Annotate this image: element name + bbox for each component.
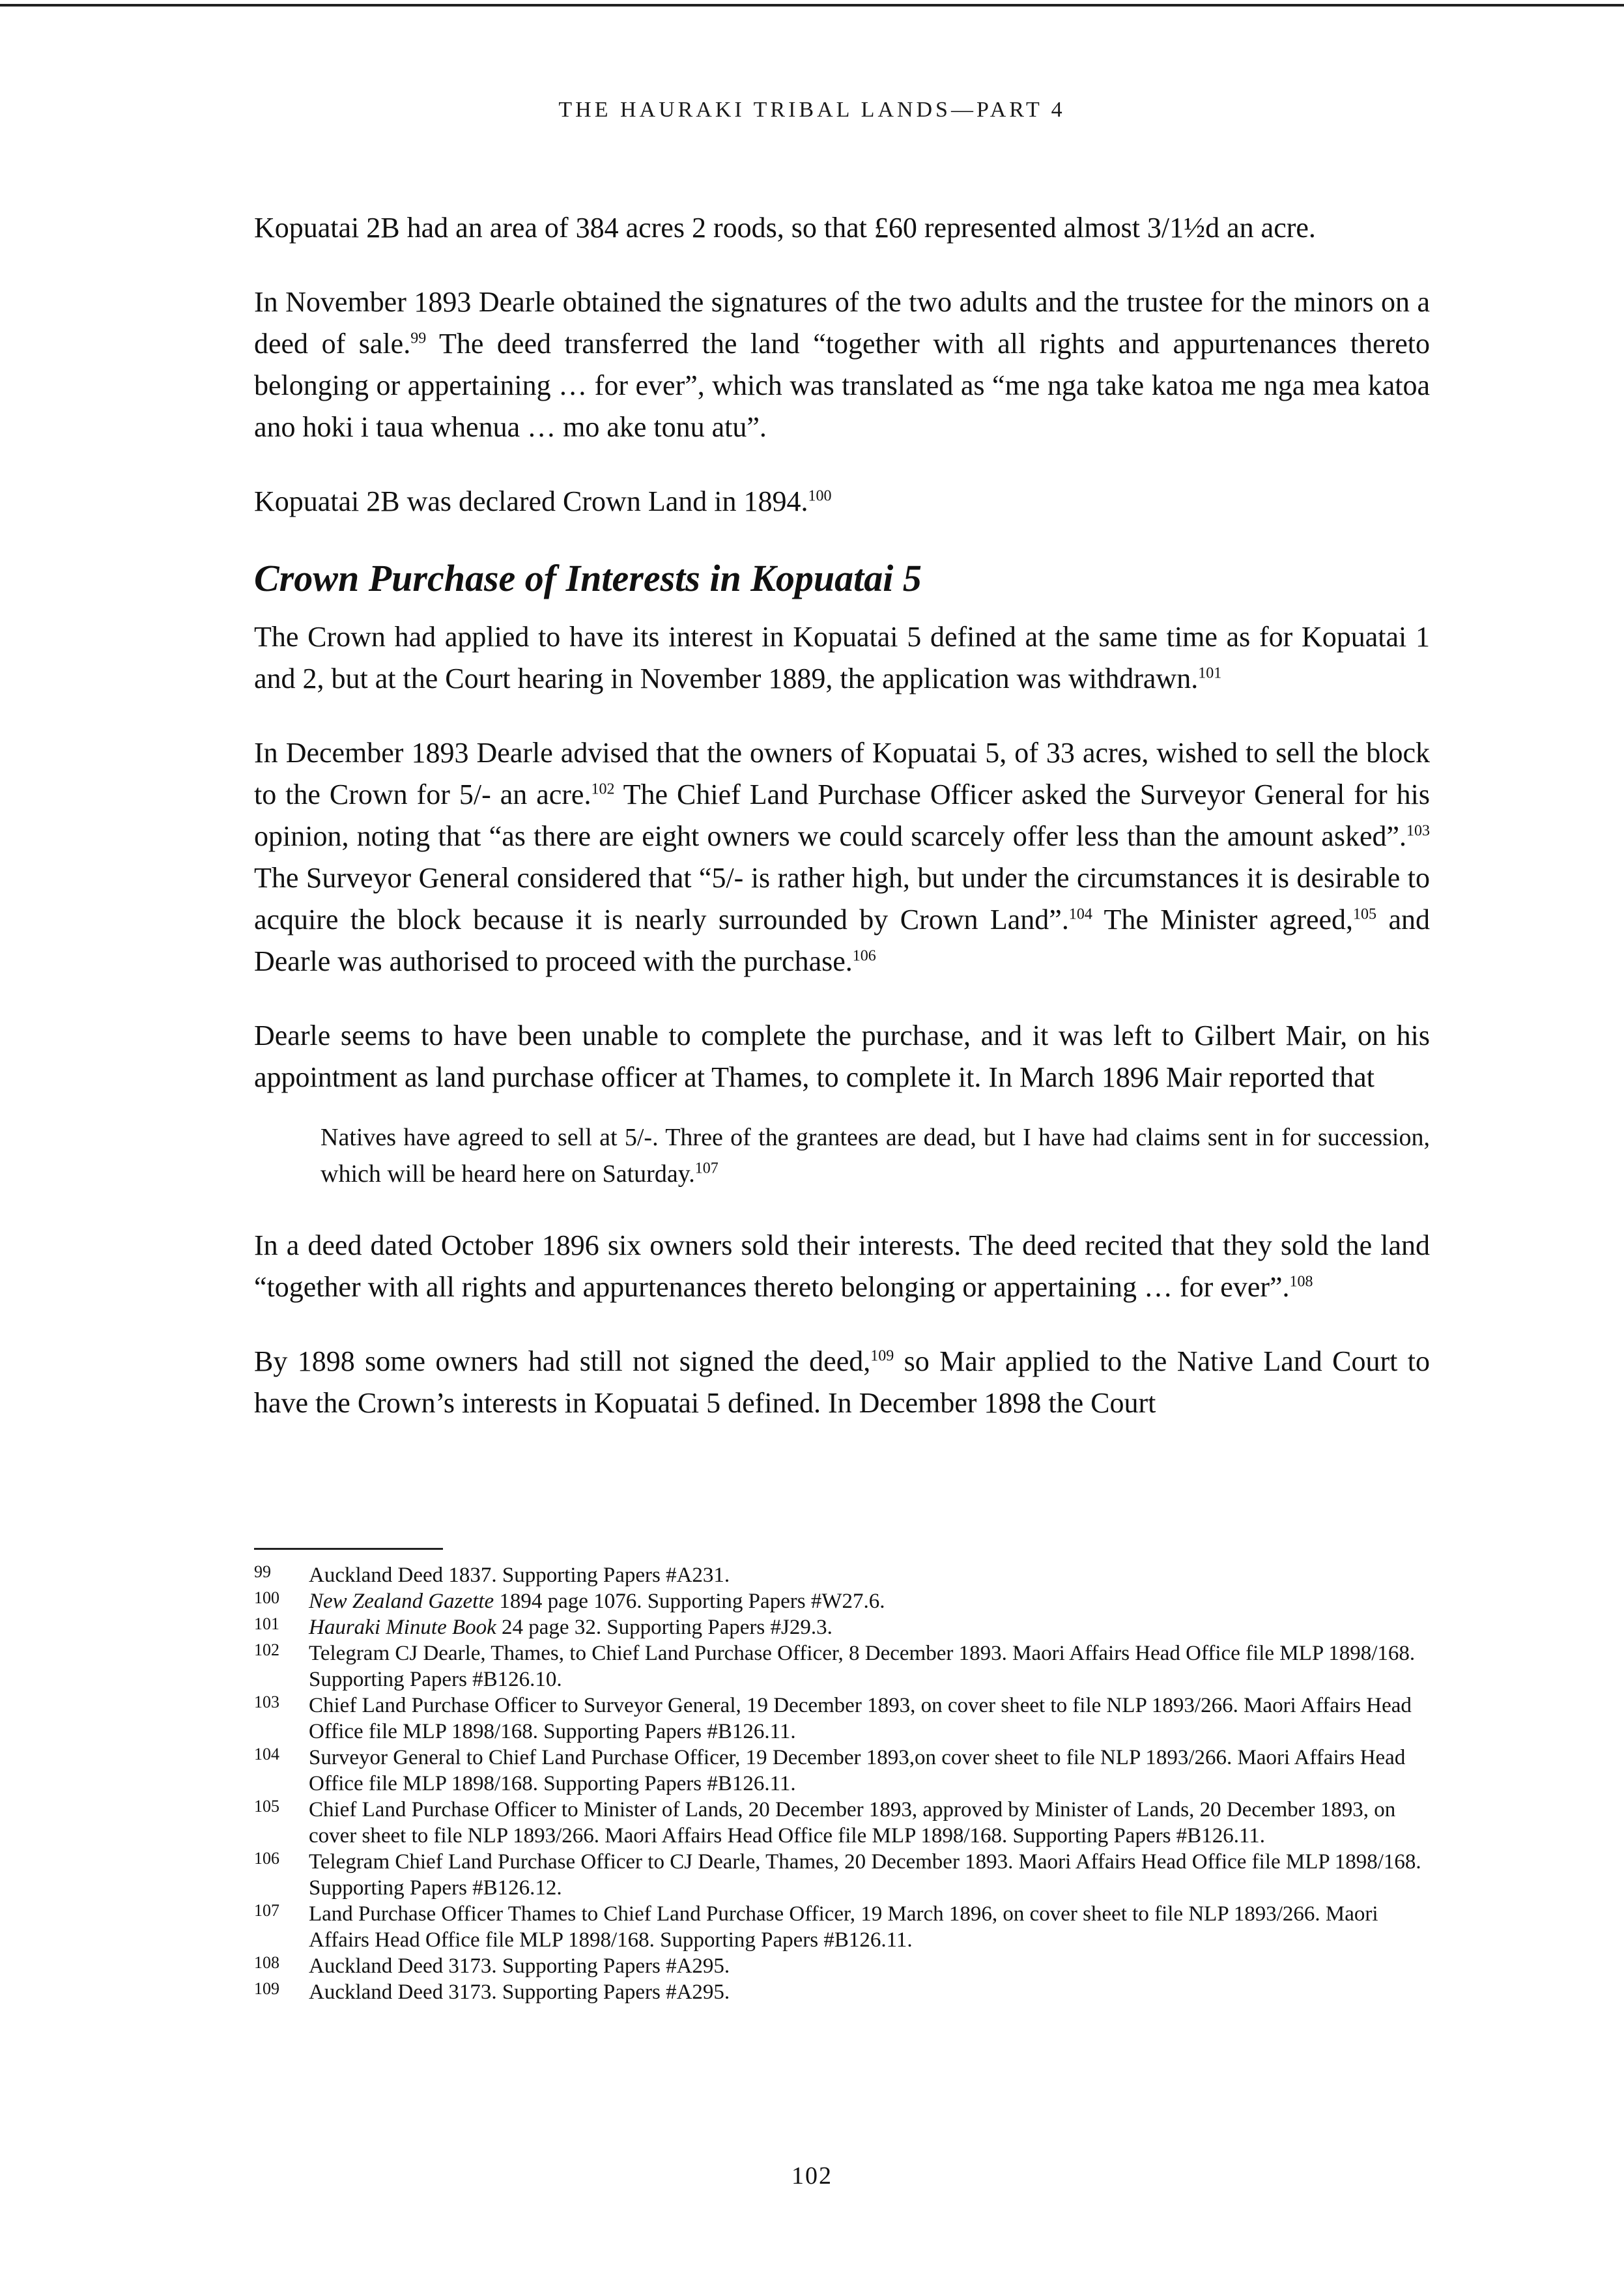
- paragraph-text: The Surveyor General considered that “5/- is rather high, but under the circumstances it is desirable to acquire the block because it is nearly surrounded by Crown Land”.: [254, 862, 1430, 936]
- paragraph-text: The deed transferred the land “together with all rights and appurtenances thereto belonging or appertaining … for ever”, which was translated as “me nga take katoa me nga mea katoa ano hoki i taua whenua … mo ake tonu atu”.: [254, 328, 1430, 443]
- footnote-ref: 99: [410, 330, 427, 347]
- footnote: [254, 1588, 1430, 1614]
- paragraph-text: In December 1893 Dearle advised that the owners of Kopuatai 5, of 33 acres, wished to sell the block to the Crown for 5/- an acre.: [254, 737, 1430, 810]
- footnote-number: 103: [254, 1693, 279, 1711]
- footnote-rule: [254, 1548, 443, 1550]
- paragraph-text: Dearle seems to have been unable to complete the purchase, and it was left to Gilbert Mair, on his appointment as land purchase officer at Thames, to complete it. In March 1896 Mair reported that: [254, 1020, 1430, 1093]
- section-heading: Crown Purchase of Interests in Kopuatai 5: [254, 557, 922, 599]
- footnote: [254, 1745, 1430, 1797]
- footnote-ref: 100: [808, 487, 832, 505]
- footnote-text: [309, 1797, 1430, 1849]
- footnote: [254, 1614, 1430, 1640]
- footnote: [254, 1849, 1430, 1901]
- paragraph: [254, 281, 1430, 448]
- paragraph-text: The Chief Land Purchase Officer asked the Surveyor General for his opinion, noting that “as there are eight owners we could scarcely offer less than the amount asked”.: [254, 778, 1430, 852]
- top-rule: [0, 4, 1624, 7]
- paragraph-text: In a deed dated October 1896 six owners sold their interests. The deed recited that they sold the land “together with all rights and appurtenances thereto belonging or appertaining … for ever”.: [254, 1229, 1430, 1303]
- footnote-body: Chief Land Purchase Officer to Surveyor General, 19 December 1893, on cover sheet to file NLP 1893/266. Maori Affairs Head Office file MLP 1898/168. Supporting Papers #B126.11.: [309, 1694, 1412, 1743]
- paragraph-text: so Mair applied to the Native Land Court to have the Crown’s interests in Kopuatai 5 defined. In December 1898 the Court: [254, 1345, 1430, 1419]
- footnote-body: Telegram Chief Land Purchase Officer to CJ Dearle, Thames, 20 December 1893. Maori Affairs Head Office file MLP 1898/168. Supporting Papers #B126.12.: [309, 1850, 1421, 1900]
- footnote-ref: 101: [1198, 664, 1222, 682]
- footnote-body: Auckland Deed 3173. Supporting Papers #A295.: [309, 1954, 730, 1978]
- footnote-text: [309, 1614, 1430, 1640]
- paragraph: [254, 616, 1430, 700]
- footnote: [254, 1979, 1430, 2005]
- footnote-body: Surveyor General to Chief Land Purchase Officer, 19 December 1893,on cover sheet to file NLP 1893/266. Maori Affairs Head Office file MLP 1898/168. Supporting Papers #B126.11.: [309, 1746, 1406, 1795]
- paragraph: [254, 1225, 1430, 1308]
- paragraph-text: The Crown had applied to have its interest in Kopuatai 5 defined at the same time as for Kopuatai 1 and 2, but at the Court hearing in November 1889, the application was withdrawn.: [254, 621, 1430, 694]
- paragraph-text: Kopuatai 2B had an area of 384 acres 2 roods, so that £60 represented almost 3/1½d an acre.: [254, 212, 1316, 244]
- footnote-italic: New Zealand Gazette: [309, 1590, 494, 1613]
- footnote-text: [309, 1693, 1430, 1745]
- footnote-text: [309, 1588, 1430, 1614]
- main-text: [254, 207, 1430, 1457]
- block-quote: [321, 1119, 1430, 1192]
- paragraph: [254, 1341, 1430, 1424]
- footnote-text: [309, 1979, 1430, 2005]
- footnotes: [254, 1562, 1430, 2005]
- footnote: [254, 1901, 1430, 1953]
- running-head: THE HAURAKI TRIBAL LANDS—PART 4: [558, 98, 1066, 122]
- footnote-number: 105: [254, 1797, 279, 1816]
- footnote: [254, 1797, 1430, 1849]
- footnote-text: [309, 1562, 1430, 1588]
- footnote-number: 100: [254, 1588, 279, 1607]
- footnote-body: Auckland Deed 3173. Supporting Papers #A295.: [309, 1980, 730, 2004]
- footnote-text: [309, 1901, 1430, 1953]
- footnote-ref: 109: [870, 1347, 894, 1365]
- paragraph-text: In November 1893 Dearle obtained the signatures of the two adults and the trustee for the minors on a deed of sale.: [254, 286, 1430, 360]
- footnote-ref: 102: [591, 780, 615, 798]
- footnote-text: [309, 1745, 1430, 1797]
- footnote-number: 99: [254, 1562, 271, 1581]
- footnote-ref: 107: [694, 1160, 719, 1177]
- paragraph-text: and Dearle was authorised to proceed with the purchase.: [254, 904, 1430, 977]
- footnote-body: 1894 page 1076. Supporting Papers #W27.6.: [494, 1590, 885, 1613]
- footnote-number: 108: [254, 1953, 279, 1972]
- footnote-ref: 108: [1289, 1273, 1313, 1291]
- quote-text: Natives have agreed to sell at 5/-. Three of the grantees are dead, but I have had claims sent in for succession, which will be heard here on Saturday.: [321, 1124, 1430, 1188]
- footnote: [254, 1953, 1430, 1979]
- footnote-ref: 105: [1353, 906, 1377, 923]
- footnote-text: [309, 1640, 1430, 1693]
- paragraph-text: By 1898 some owners had still not signed the deed,: [254, 1345, 871, 1377]
- footnote-body: 24 page 32. Supporting Papers #J29.3.: [496, 1616, 833, 1639]
- footnote: [254, 1640, 1430, 1693]
- paragraph: [254, 1015, 1430, 1098]
- paragraph-text: The Minister agreed,: [1092, 904, 1354, 936]
- footnote-number: 107: [254, 1901, 279, 1920]
- footnote-number: 101: [254, 1614, 279, 1633]
- footnote-number: 104: [254, 1745, 279, 1764]
- footnote-ref: 103: [1406, 822, 1430, 840]
- footnote-ref: 104: [1068, 906, 1092, 923]
- paragraph-text: Kopuatai 2B was declared Crown Land in 1894.: [254, 485, 808, 517]
- footnote-text: [309, 1953, 1430, 1979]
- footnote-italic: Hauraki Minute Book: [309, 1616, 496, 1639]
- footnote-number: 106: [254, 1849, 279, 1868]
- footnote: [254, 1693, 1430, 1745]
- footnote-number: 109: [254, 1979, 279, 1998]
- footnote-body: Auckland Deed 1837. Supporting Papers #A231.: [309, 1564, 730, 1587]
- paragraph: [254, 207, 1430, 249]
- footnote-body: Land Purchase Officer Thames to Chief Land Purchase Officer, 19 March 1896, on cover sheet to file NLP 1893/266. Maori Affairs Head Office file MLP 1898/168. Supporting Papers #B126.11.: [309, 1902, 1378, 1952]
- paragraph: [254, 481, 1430, 522]
- footnote-text: [309, 1849, 1430, 1901]
- footnote-ref: 106: [852, 947, 876, 965]
- footnote-body: Chief Land Purchase Officer to Minister of Lands, 20 December 1893, approved by Minister of Lands, 20 December 1893, on cover sheet to file NLP 1893/266. Maori Affairs Head Office file MLP 1898/168. Supporting Papers #B126.11.: [309, 1798, 1396, 1848]
- footnote-number: 102: [254, 1640, 279, 1659]
- page-number: 102: [791, 2162, 833, 2190]
- paragraph: [254, 732, 1430, 982]
- footnote: [254, 1562, 1430, 1588]
- footnote-body: Telegram CJ Dearle, Thames, to Chief Land Purchase Officer, 8 December 1893. Maori Affairs Head Office file MLP 1898/168. Supporting Papers #B126.10.: [309, 1642, 1416, 1691]
